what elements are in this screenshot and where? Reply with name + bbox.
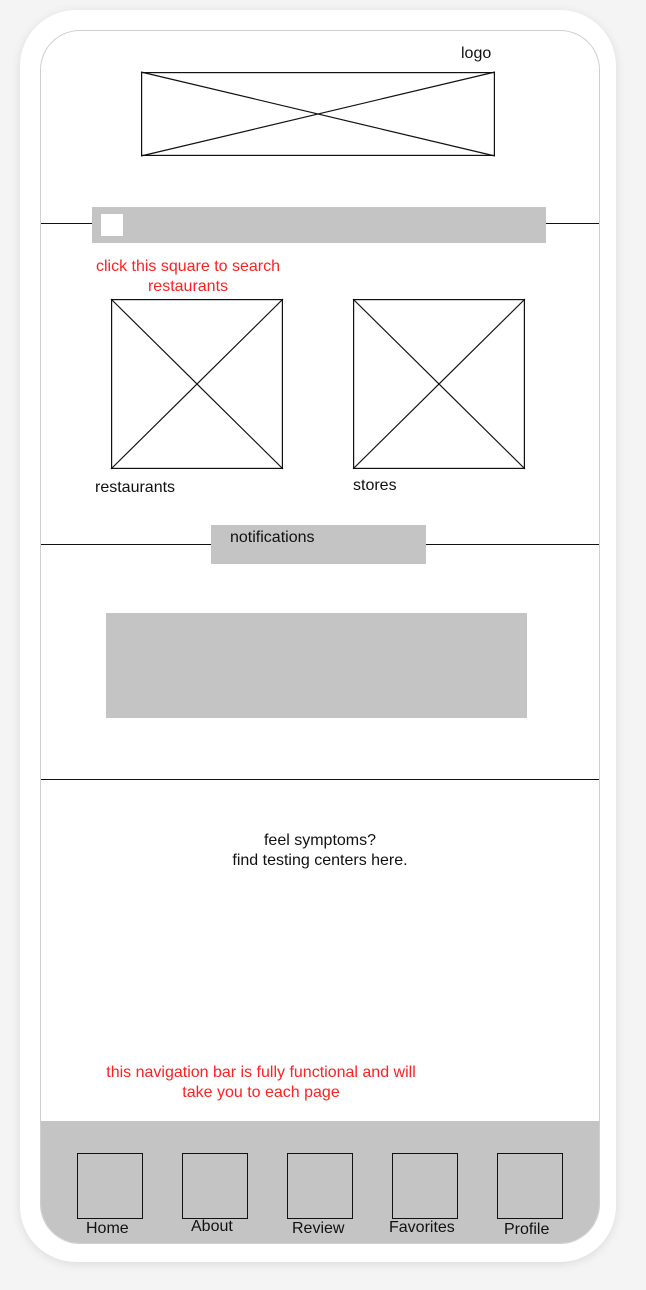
home-icon[interactable] [77, 1153, 143, 1219]
profile-icon[interactable] [497, 1153, 563, 1219]
nav-annotation [71, 1063, 451, 1103]
nav-item-favorites[interactable] [387, 1121, 477, 1244]
logo-label: logo [461, 45, 492, 62]
search-square-button[interactable] [101, 214, 123, 236]
divider-right [545, 223, 599, 224]
notification-panel [106, 613, 527, 718]
nav-label-review[interactable]: Review [292, 1220, 345, 1237]
nav-label-favorites[interactable]: Favorites [389, 1219, 455, 1236]
nav-item-about[interactable] [177, 1121, 267, 1244]
stores-label[interactable]: stores [353, 477, 397, 494]
search-bar[interactable] [92, 207, 546, 243]
nav-label-profile[interactable]: Profile [504, 1221, 550, 1238]
nav-label-home[interactable]: Home [86, 1220, 129, 1237]
notifications-label: notifications [230, 529, 315, 546]
nav-item-review[interactable] [283, 1121, 373, 1244]
notifications-divider-right [425, 544, 599, 545]
restaurants-label[interactable]: restaurants [95, 479, 176, 496]
phone-screen [40, 30, 600, 1244]
stores-tile[interactable] [353, 299, 525, 469]
notifications-divider-left [41, 544, 212, 545]
nav-label-about[interactable]: About [191, 1218, 233, 1235]
bottom-navigation-bar [41, 1121, 599, 1244]
divider-left [41, 223, 93, 224]
section-divider [41, 779, 599, 780]
review-icon[interactable] [287, 1153, 353, 1219]
nav-item-profile[interactable] [492, 1121, 582, 1244]
stores-image-placeholder [353, 299, 525, 469]
about-icon[interactable] [182, 1153, 248, 1219]
testing-line-2: find testing centers here. [232, 852, 408, 869]
logo-image-placeholder [141, 72, 495, 156]
nav-annotation-line-2: take you to each page [182, 1084, 340, 1101]
testing-line-1: feel symptoms? [263, 832, 377, 849]
nav-item-home[interactable] [71, 1121, 161, 1244]
restaurants-image-placeholder [111, 299, 283, 469]
testing-centers-link[interactable] [41, 831, 599, 871]
nav-annotation-line-1: this navigation bar is fully functional and will [106, 1064, 416, 1081]
restaurants-tile[interactable] [111, 299, 283, 469]
search-annotation: click this square to search restaurants [95, 258, 281, 295]
notifications-header[interactable] [211, 525, 426, 564]
favorites-icon[interactable] [392, 1153, 458, 1219]
